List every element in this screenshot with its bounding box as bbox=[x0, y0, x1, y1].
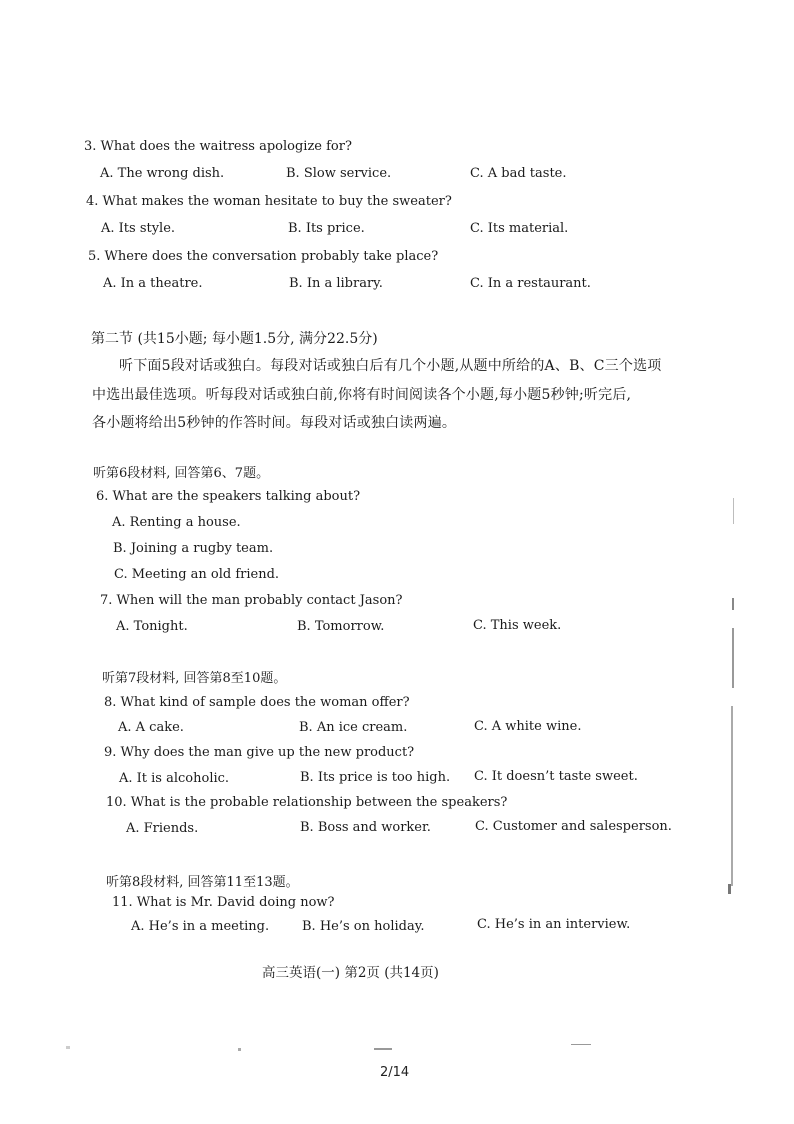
question-3-option-c: C. A bad taste. bbox=[470, 166, 567, 181]
question-5-option-a: A. In a theatre. bbox=[103, 276, 203, 291]
scan-mark bbox=[731, 706, 733, 886]
page-footer: 高三英语(一) 第2页 (共14页) bbox=[262, 965, 439, 981]
question-4-option-b: B. Its price. bbox=[288, 221, 365, 236]
question-10: 10. What is the probable relationship between the speakers? bbox=[106, 795, 508, 810]
question-8-option-a: A. A cake. bbox=[118, 720, 184, 735]
question-6-option-a: A. Renting a house. bbox=[112, 515, 241, 530]
scan-mark bbox=[571, 1044, 591, 1045]
question-6-option-c: C. Meeting an old friend. bbox=[114, 567, 280, 582]
question-10-option-a: A. Friends. bbox=[126, 821, 199, 836]
question-8-option-c: C. A white wine. bbox=[474, 719, 582, 734]
question-11-option-b: B. He’s on holiday. bbox=[302, 919, 425, 934]
scan-mark bbox=[66, 1046, 70, 1049]
page-indicator: 2/14 bbox=[380, 1065, 410, 1080]
section-2-instruction-line-2: 中选出最佳选项。听每段对话或独白前,你将有时间阅读各个小题,每小题5秒钟;听完后, bbox=[92, 387, 632, 403]
question-8: 8. What kind of sample does the woman offer? bbox=[104, 695, 410, 710]
question-7-option-c: C. This week. bbox=[473, 618, 562, 633]
question-7-option-b: B. Tomorrow. bbox=[297, 619, 385, 634]
question-5: 5. Where does the conversation probably take place? bbox=[88, 249, 439, 264]
question-4-option-a: A. Its style. bbox=[101, 221, 176, 236]
scan-mark bbox=[732, 628, 734, 688]
question-3-option-a: A. The wrong dish. bbox=[100, 166, 225, 181]
question-9: 9. Why does the man give up the new product? bbox=[104, 745, 415, 760]
question-10-option-c: C. Customer and salesperson. bbox=[475, 819, 672, 834]
question-10-option-b: B. Boss and worker. bbox=[300, 820, 431, 835]
group-6-header: 听第6段材料, 回答第6、7题。 bbox=[93, 466, 270, 481]
group-8-header: 听第8段材料, 回答第11至13题。 bbox=[106, 875, 299, 890]
scan-mark bbox=[374, 1048, 392, 1050]
question-9-option-a: A. It is alcoholic. bbox=[119, 771, 230, 786]
scan-mark bbox=[732, 598, 734, 610]
question-8-option-b: B. An ice cream. bbox=[299, 720, 408, 735]
scan-mark bbox=[733, 498, 734, 524]
section-2-title: 第二节 (共15小题; 每小题1.5分, 满分22.5分) bbox=[91, 331, 378, 347]
scan-mark bbox=[728, 884, 731, 894]
question-6: 6. What are the speakers talking about? bbox=[96, 489, 361, 504]
section-2-instruction-line-1: 听下面5段对话或独白。每段对话或独白后有几个小题,从题中所给的A、B、C三个选项 bbox=[119, 358, 662, 374]
question-9-option-c: C. It doesn’t taste sweet. bbox=[474, 769, 638, 784]
question-11-option-c: C. He’s in an interview. bbox=[477, 917, 631, 932]
question-7-option-a: A. Tonight. bbox=[116, 619, 188, 634]
question-4: 4. What makes the woman hesitate to buy the sweater? bbox=[86, 194, 452, 209]
question-3: 3. What does the waitress apologize for? bbox=[84, 139, 352, 154]
section-2-instruction-line-3: 各小题将给出5秒钟的作答时间。每段对话或独白读两遍。 bbox=[92, 415, 457, 431]
question-6-option-b: B. Joining a rugby team. bbox=[113, 541, 274, 556]
group-7-header: 听第7段材料, 回答第8至10题。 bbox=[102, 671, 287, 686]
question-7: 7. When will the man probably contact Jason? bbox=[100, 593, 403, 608]
question-4-option-c: C. Its material. bbox=[470, 221, 569, 236]
question-11: 11. What is Mr. David doing now? bbox=[112, 895, 335, 910]
question-11-option-a: A. He’s in a meeting. bbox=[131, 919, 270, 934]
question-9-option-b: B. Its price is too high. bbox=[300, 770, 451, 785]
question-5-option-c: C. In a restaurant. bbox=[470, 276, 591, 291]
question-5-option-b: B. In a library. bbox=[289, 276, 383, 291]
question-3-option-b: B. Slow service. bbox=[286, 166, 392, 181]
scan-mark bbox=[238, 1048, 241, 1051]
